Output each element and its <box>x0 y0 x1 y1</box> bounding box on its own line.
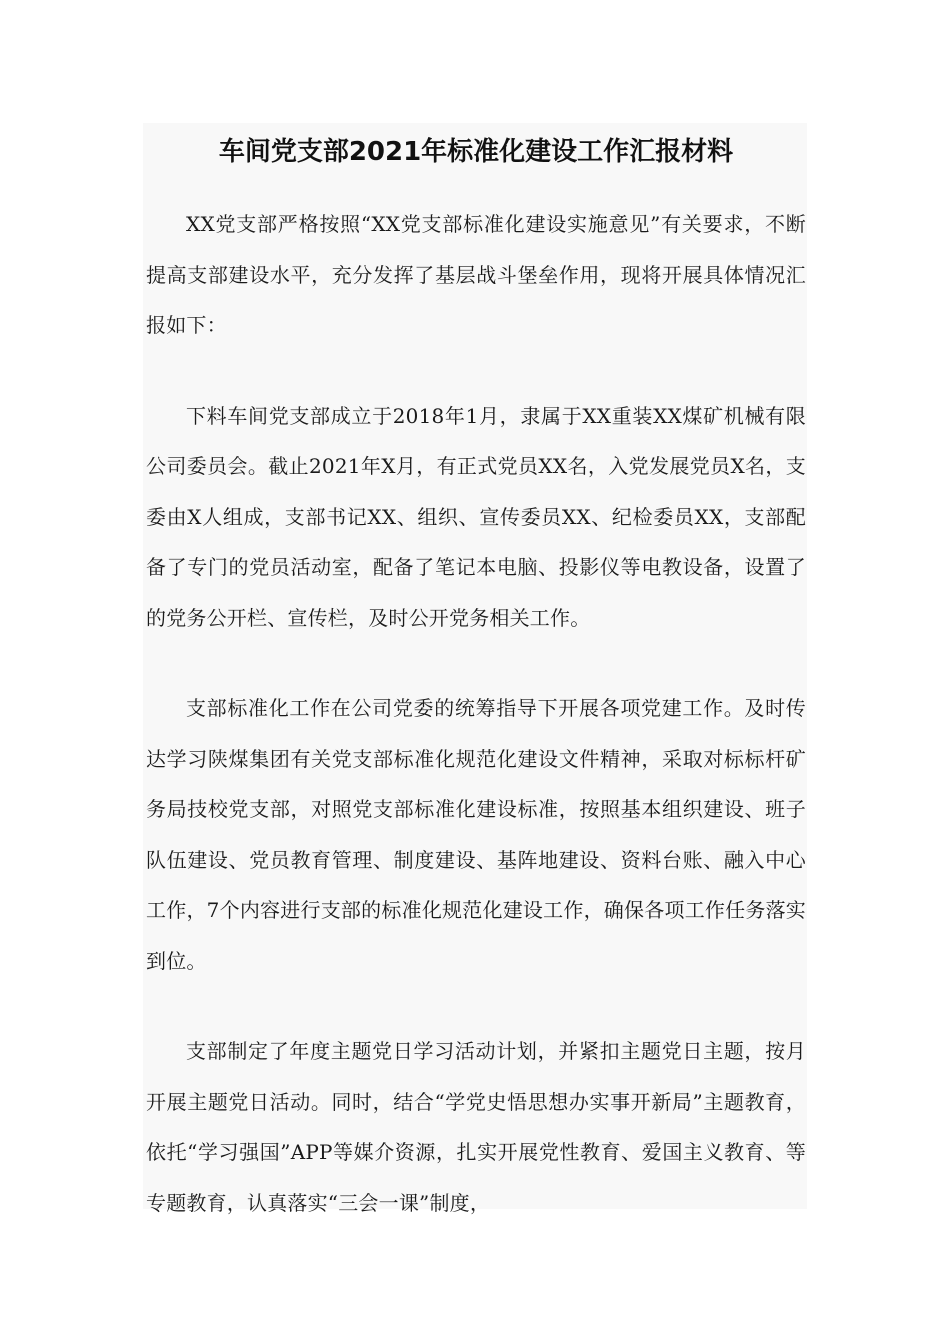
paragraph-intro: XX党支部严格按照“XX党支部标准化建设实施意见”有关要求，不断提高支部建设水平，充分发挥了基层战斗堡垒作用，现将开展具体情况汇报如下： <box>146 212 806 337</box>
paragraph-standardization-work: 支部标准化工作在公司党委的统筹指导下开展各项党建工作。及时传达学习陕煤集团有关党支部标准化规范化建设文件精神，采取对标标杆矿务局技校党支部，对照党支部标准化建设标准，按照基本组织建设、班子队伍建设、党员教育管理、制度建设、基阵地建设、资料台账、融入中心工作，7个内容进行支部的标准化规范化建设工作，确保各项工作任务落实到位。 <box>146 696 806 973</box>
document-title: 车间党支部2021年标准化建设工作汇报材料 <box>218 137 734 167</box>
paragraph-branch-overview: 下料车间党支部成立于2018年1月，隶属于XX重装XX煤矿机械有限公司委员会。截止2021年X月，有正式党员XX名，入党发展党员X名，支委由X人组成，支部书记XX、组织、宣传委员XX、纪检委员XX，支部配备了专门的党员活动室，配备了笔记本电脑、投影仪等电教设备，设置了的党务公开栏、宣传栏，及时公开党务相关工作。 <box>146 403 806 630</box>
document-body <box>146 128 806 1228</box>
paragraph-theme-activities: 支部制定了年度主题党日学习活动计划，并紧扣主题党日主题，按月开展主题党日活动。同时，结合“学党史悟思想办实事开新局”主题教育，依托“学习强国”APP等媒介资源，扎实开展党性教育、爱国主义教育、等专题教育，认真落实“三会一课”制度， <box>146 1039 806 1215</box>
